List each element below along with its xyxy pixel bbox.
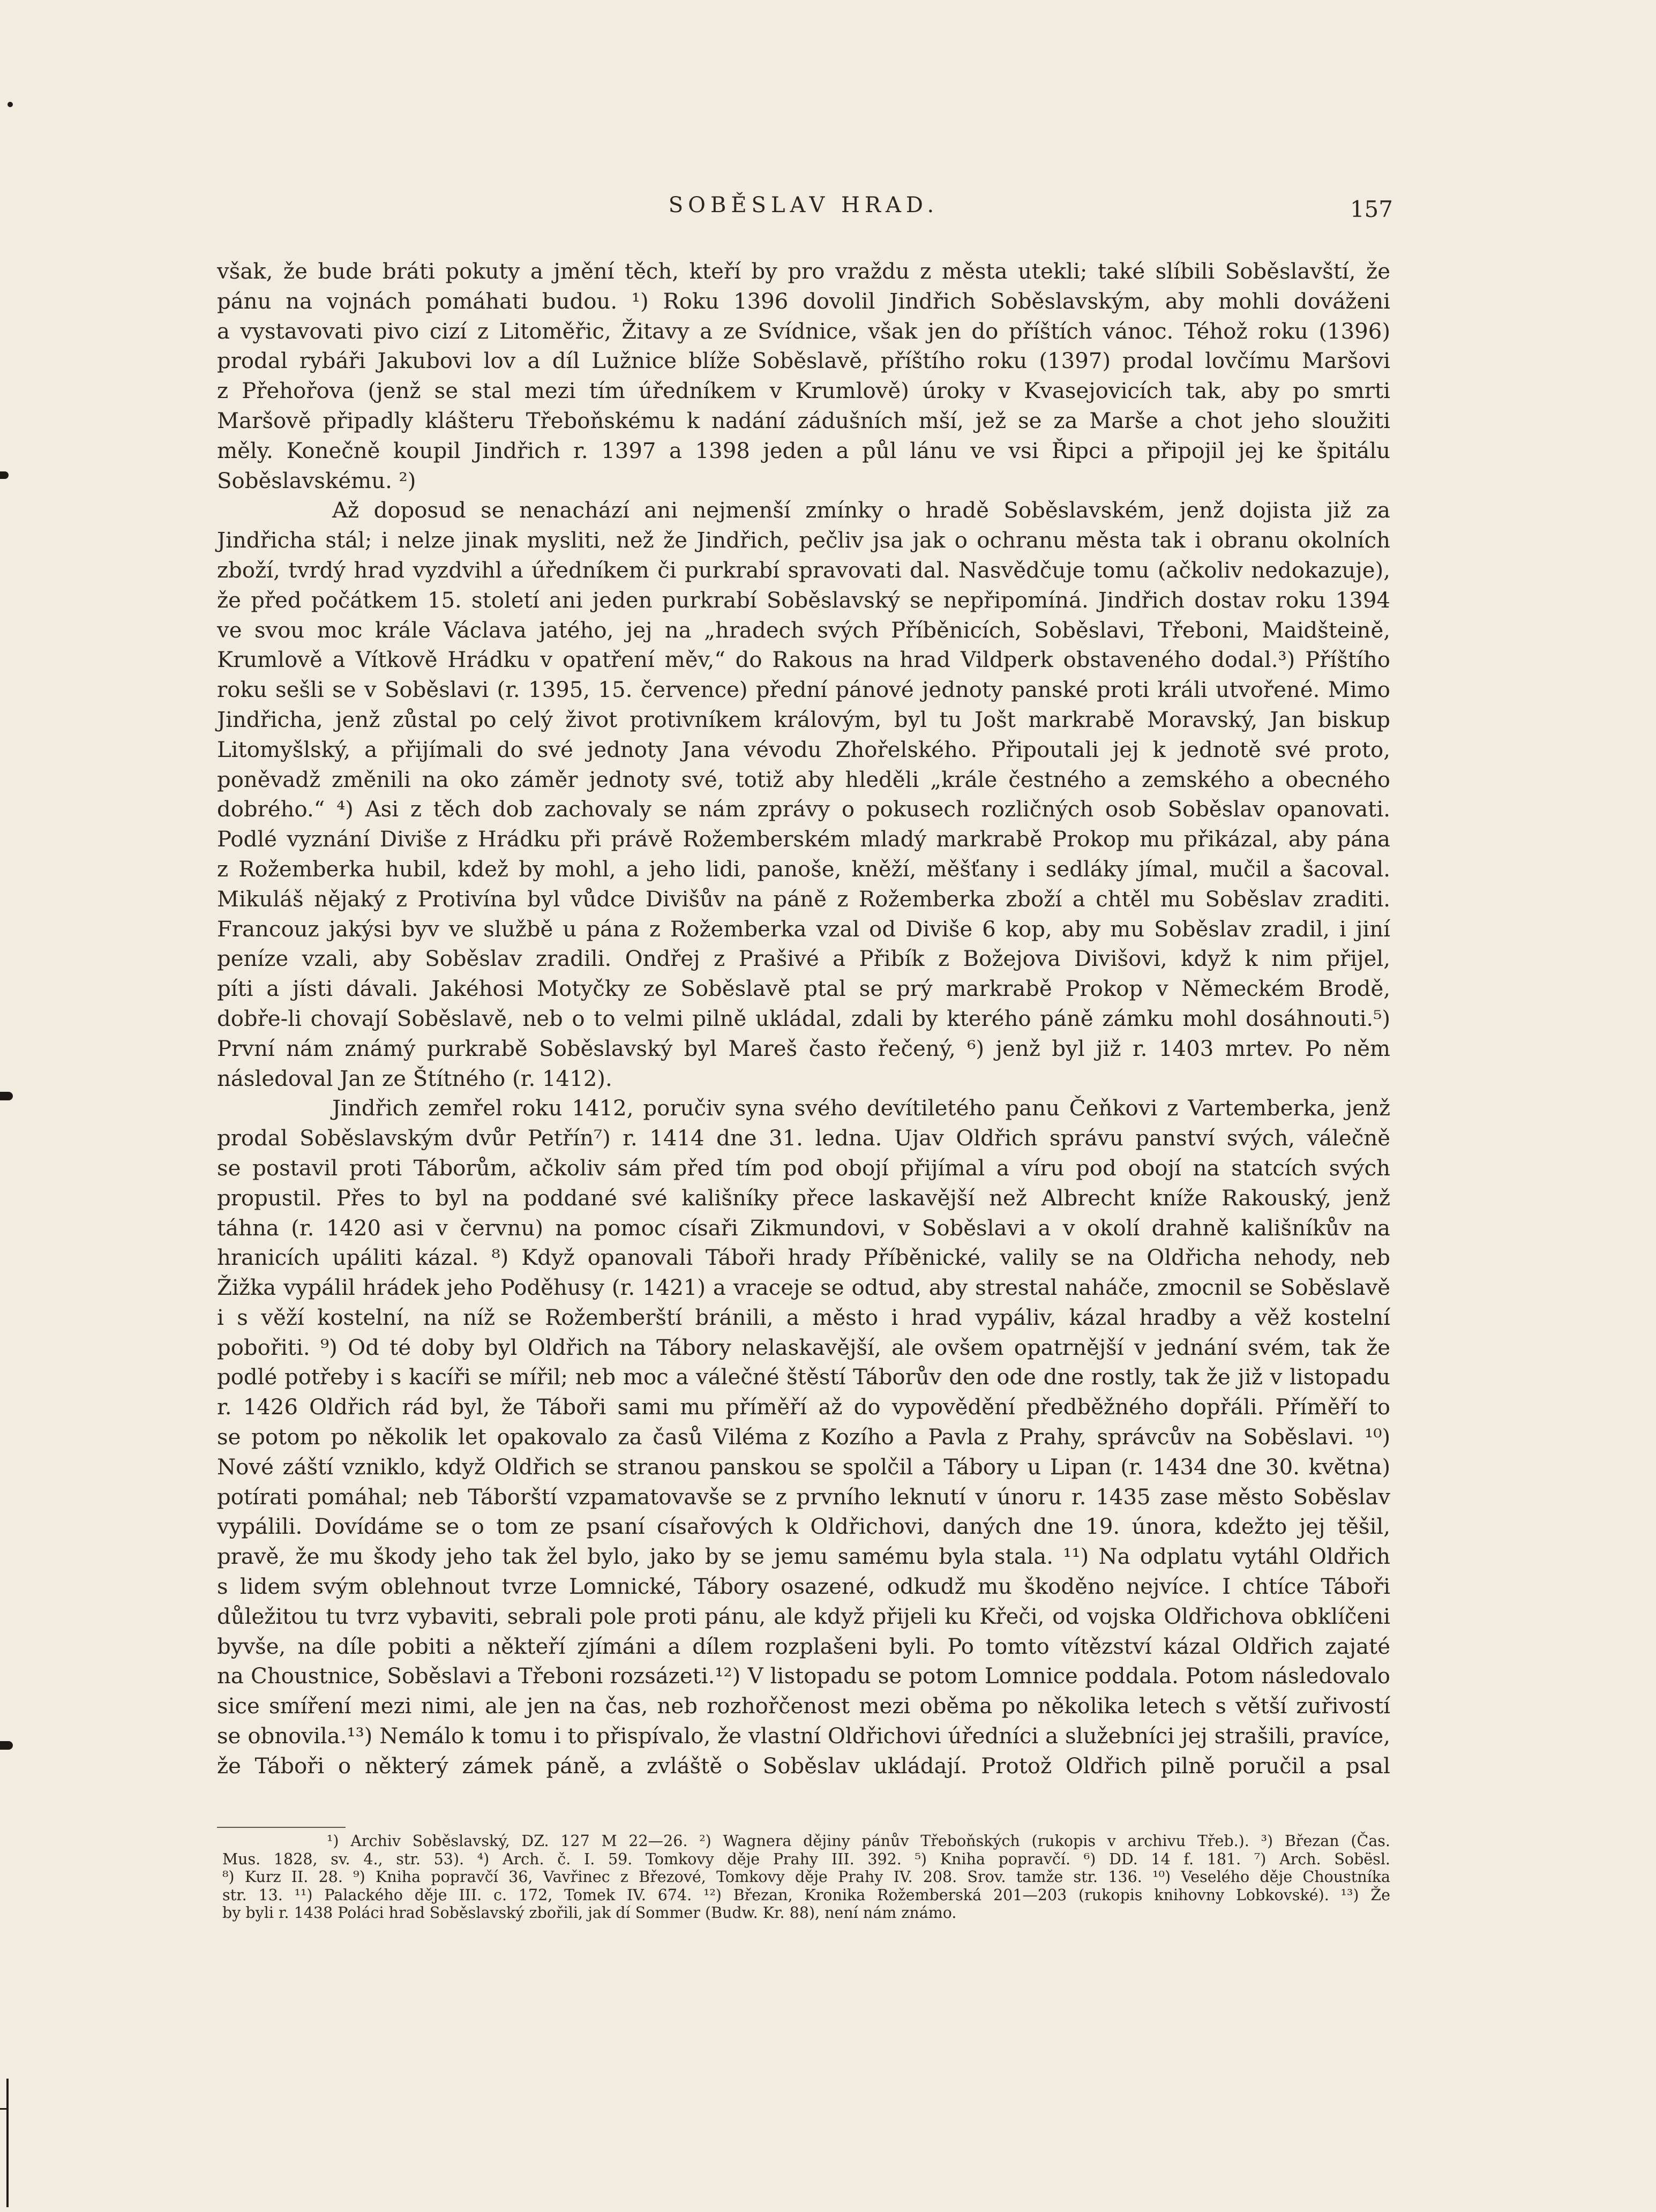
footnote-rule <box>217 1827 346 1828</box>
text-line: Krumlově a Vítkově Hrádku v opatření měv,“ do Rakous na hrad Vildperk obstaveného dodal.³) Příštího <box>217 648 1390 673</box>
text-line: Podlé vyznání Diviše z Hrádku při právě Rožemberském mladý markrabě Prokop mu přikázal, aby pána <box>217 827 1390 852</box>
text-line: táhna (r. 1420 asi v červnu) na pomoc císaři Zikmundovi, v Soběslavi a v okolí drahně kališníkův na <box>217 1216 1390 1241</box>
paragraph-start: Jindřich zemřel roku 1412, poručiv syna svého devítiletého panu Čeňkovi z Vartemberka, jenž <box>332 1096 1390 1121</box>
text-line: Mikuláš nějaký z Protivína byl vůdce Divišův na páně z Rožemberka zboží a chtěl mu Soběslav zraditi. <box>217 887 1390 912</box>
text-line: dobrého.“ ⁴) Asi z těch dob zachovaly se nám zprávy o pokusech rozličných osob Soběslav opanovati. <box>217 797 1390 822</box>
text-line: píti a jísti dávali. Jakéhosi Motyčky ze Soběslavě ptal se prý markrabě Prokop v Německém Brodě, <box>217 977 1390 1002</box>
footnote-line: by byli r. 1438 Poláci hrad Soběslavský zbořili, jak dí Sommer (Budw. Kr. 88), není nám známo. <box>222 1904 957 1922</box>
text-line: sice smíření mezi nimi, ale jen na čas, neb rozhořčenost mezi oběma po několika letech s větší zuřivostí <box>217 1694 1390 1719</box>
text-line: Jindřicha stál; i nelze jinak mysliti, než že Jindřich, pečliv jsa jak o ochranu města tak i obranu okolních <box>217 528 1390 553</box>
text-line: s lidem svým oblehnout tvrze Lomnické, Tábory osazené, odkudž mu škoděno nejvíce. I chtíce Táboři <box>217 1574 1390 1600</box>
text-line: vypálili. Dovídáme se o tom ze psaní císařových k Oldřichovi, daných dne 19. února, kdežto jej těšil, <box>217 1514 1390 1540</box>
text-line: zboží, tvrdý hrad vyzdvihl a úředníkem či purkrabí spravovati dal. Nasvědčuje tomu (ačkoliv nedokazuje), <box>217 558 1390 583</box>
footnotes <box>222 1832 1390 1922</box>
footnote-line: ¹) Archiv Soběslavský, DZ. 127 M 22—26. ²) Wagnera dějiny pánův Třeboňských (rukopis v archivu Třeb.). ³) Březan (Čas. <box>327 1832 1390 1850</box>
text-line: na Choustnice, Soběslavi a Třeboni rozsázeti.¹²) V listopadu se potom Lomnice poddala. Potom následovalo <box>217 1664 1390 1689</box>
text-line: z Rožemberka hubil, kdež by mohl, a jeho lidi, panoše, kněží, měšťany i sedláky jímal, mučil a šacoval. <box>217 857 1390 882</box>
text-line: a vystavovati pivo cizí z Litoměřic, Žitavy a ze Svídnice, však jen do příštích vánoc. Téhož roku (1396) <box>217 319 1390 344</box>
text-line: potírati pomáhal; neb Táborští vzpamatovavše se z prvního leknutí v únoru r. 1435 zase město Soběslav <box>217 1484 1390 1510</box>
text-line: Maršově připadly klášteru Třeboňskému k nadání zádušních mší, jež se za Marše a chot jeho sloužiti <box>217 408 1390 433</box>
text-line: podlé potřeby i s kacíři se mířil; neb moc a válečné štěstí Táborův den ode dne rostly, tak že již v listopadu <box>217 1365 1390 1390</box>
scan-speck <box>8 102 13 107</box>
text-line: hranicích upáliti kázal. ⁸) Když opanovali Táboři hrady Příběnické, valily se na Oldřicha nehody, neb <box>217 1246 1390 1271</box>
text-line: Litomyšlský, a přijímali do své jednoty Jana vévodu Zhořelského. Připoutali jej k jednotě své proto, <box>217 737 1390 762</box>
text-line: Soběslavskému. ²) <box>217 468 416 493</box>
text-line: r. 1426 Oldřich rád byl, že Táboři sami mu příměří až do vypovědění předběžného dopřáli. Příměří to <box>217 1395 1390 1420</box>
binding-mark <box>0 471 9 479</box>
footnote-line: Mus. 1828, sv. 4., str. 53). ⁴) Arch. č. I. 59. Tomkovy děje Prahy III. 392. ⁵) Kniha popravčí. ⁶) DD. 14 f. 181. ⁷) Arch. Sobësl. <box>222 1850 1390 1868</box>
text-line: propustil. Přes to byl na poddané své kališníky přece laskavější než Albrecht kníže Rakouský, jenž <box>217 1186 1390 1211</box>
text-line: se obnovila.¹³) Nemálo k tomu i to přispívalo, že vlastní Oldřichovi úředníci a služebníci jej strašili, pravíce, <box>217 1724 1390 1749</box>
binding-edge <box>6 2079 9 2207</box>
binding-mark <box>0 1741 13 1750</box>
paragraph-start: Až doposud se nenachází ani nejmenší zmínky o hradě Soběslavském, jenž dojista již za <box>332 498 1390 523</box>
text-line: následoval Jan ze Štítného (r. 1412). <box>217 1066 612 1091</box>
text-line: pánu na vojnách pomáhati budou. ¹) Roku 1396 dovolil Jindřich Soběslavským, aby mohli dováženi <box>217 289 1390 314</box>
text-line: z Přehořova (jenž se stal mezi tím úředníkem v Krumlově) úroky v Kvasejovicích tak, aby po smrti <box>217 379 1390 404</box>
text-line: byvše, na díle pobiti a někteří zjímáni a dílem rozplašeni byli. Po tomto vítězství kázal Oldřich zajaté <box>217 1634 1390 1659</box>
text-line: že před počátkem 15. století ani jeden purkrabí Soběslavský se nepřipomíná. Jindřich dostav roku 1394 <box>217 588 1390 613</box>
text-line: ve svou moc krále Václava jatého, jej na „hradech svých Příběnicích, Soběslavi, Třeboni, Maidšteině, <box>217 618 1390 643</box>
text-line: prodal rybáři Jakubovi lov a díl Lužnice blíže Soběslavě, příštího roku (1397) prodal lovčímu Maršovi <box>217 349 1390 374</box>
text-line: dobře-li chovají Soběslavě, neb o to velmi pilně ukládal, zdali by kterého páně zámku mohl dosáhnouti.⁵) <box>217 1006 1390 1031</box>
text-line: pobořiti. ⁹) Od té doby byl Oldřich na Tábory nelaskavější, ale ovšem opatrnější v jednání svém, tak že <box>217 1335 1390 1360</box>
running-title: SOBĚSLAV HRAD. <box>668 193 939 218</box>
text-line: poněvadž změnili na oko záměr jednoty své, totiž aby hleděli „krále čestného a zemského a obecného <box>217 767 1390 792</box>
text-line: Jindřicha, jenž zůstal po celý život protivníkem královým, byl tu Jošt markrabě Moravský, Jan biskup <box>217 707 1390 732</box>
text-line: prodal Soběslavským dvůr Petřín⁷) r. 1414 dne 31. ledna. Ujav Oldřich správu panství svých, válečně <box>217 1126 1390 1151</box>
text-line: měly. Konečně koupil Jindřich r. 1397 a 1398 jeden a půl lánu ve vsi Řipci a připojil jej ke špitálu <box>217 438 1390 463</box>
footnote-line: ⁸) Kurz II. 28. ⁹) Kniha popravčí 36, Vavřinec z Březové, Tomkovy děje Prahy IV. 208. Srov. tamže str. 136. ¹⁰) Veselého děje Choustníka <box>222 1868 1390 1886</box>
footnote-line: str. 13. ¹¹) Palackého děje III. c. 172, Tomek IV. 674. ¹²) Březan, Kronika Rožemberská 201—203 (rukopis knihovny Lobkovské). ¹³) Že <box>222 1886 1390 1904</box>
body-text <box>217 257 1390 1782</box>
text-line: se potom po několik let opakovalo za časů Viléma z Kozího a Pavla z Prahy, správcův na Soběslavi. ¹⁰) <box>217 1425 1390 1450</box>
text-line: roku sešli se v Soběslavi (r. 1395, 15. července) přední pánové jednoty panské proti králi utvořené. Mimo <box>217 678 1390 703</box>
text-line: Francouz jakýsi byv ve službě u pána z Rožemberka vzal od Diviše 6 kop, aby mu Soběslav zradil, i jiní <box>217 917 1390 942</box>
text-line: Žižka vypálil hrádek jeho Poděhusy (r. 1421) a vraceje se odtud, aby strestal naháče, zmocnil se Soběslavě <box>217 1276 1390 1301</box>
page-header <box>214 193 1393 225</box>
text-line: pravě, že mu škody jeho tak žel bylo, jako by se jemu samému byla stala. ¹¹) Na odplatu vytáhl Oldřich <box>217 1544 1390 1570</box>
text-line: peníze vzali, aby Soběslav zradili. Ondřej z Prašivé a Přibík z Božejova Divišovi, když k nim přijel, <box>217 947 1390 972</box>
binding-mark <box>0 1092 13 1100</box>
text-line: však, že bude bráti pokuty a jmění těch, kteří by pro vraždu z města utekli; také slíbili Soběslavští, že <box>217 259 1390 284</box>
binding-edge <box>0 2108 9 2110</box>
text-line: že Táboři o některý zámek páně, a zvláště o Soběslav ukládají. Protož Oldřich pilně poručil a psal <box>217 1753 1390 1779</box>
page-number: 157 <box>1350 196 1393 222</box>
text-line: se postavil proti Táborům, ačkoliv sám před tím pod obojí přijímal a víru pod obojí na statcích svých <box>217 1156 1390 1181</box>
text-line: Nové záští vzniklo, když Oldřich se stranou panskou se spolčil a Tábory u Lipan (r. 1434 dne 30. května) <box>217 1454 1390 1480</box>
text-line: i s věží kostelní, na níž se Rožemberští bránili, a město i hrad vypáliv, kázal hradby a věž kostelní <box>217 1305 1390 1330</box>
text-line: První nám známý purkrabě Soběslavský byl Mareš často řečený, ⁶) jenž byl již r. 1403 mrtev. Po něm <box>217 1036 1390 1061</box>
text-line: důležitou tu tvrz vybaviti, sebrali pole proti pánu, ale když přijeli ku Křeči, od vojska Oldřichova obklíčeni <box>217 1604 1390 1629</box>
